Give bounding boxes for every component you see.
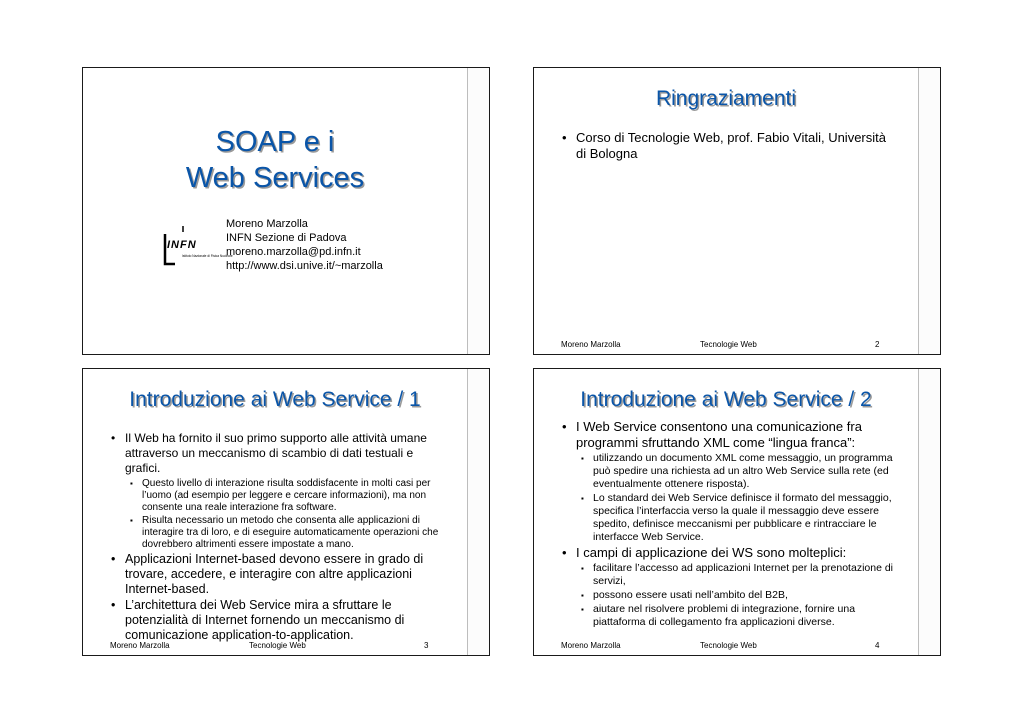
slide-1-title (82, 67, 490, 355)
footer-course: Tecnologie Web (700, 641, 757, 650)
slide-2-ringraziamenti (533, 67, 941, 355)
author-website: http://www.dsi.unive.it/~marzolla (226, 260, 383, 272)
bullet-list (560, 419, 905, 630)
footer-author: Moreno Marzolla (561, 641, 621, 650)
list-item: • Applicazioni Internet-based devono essere in grado di trovare, accedere, e interagire con altre applicazioni Internet-based. (109, 552, 449, 597)
author-affiliation: INFN Sezione di Padova (226, 232, 347, 244)
list-item: • L’architettura dei Web Service mira a sfruttare le potenzialità di Internet fornendo un meccanismo di comunicazione application-to-application. (109, 598, 449, 643)
slide-4-intro-2 (533, 368, 941, 656)
footer-page-number: 2 (875, 340, 880, 349)
slide-title (83, 124, 467, 196)
list-subitem: ▪ facilitare l’accesso ad applicazioni Internet per la prenotazione di servizi, (560, 562, 905, 588)
footer-author: Moreno Marzolla (110, 641, 170, 650)
title-line-2: Web Services (185, 162, 365, 194)
list-item: • I campi di applicazione dei WS sono molteplici: (560, 545, 905, 561)
footer-course: Tecnologie Web (700, 340, 757, 349)
author-email: moreno.marzolla@pd.infn.it (226, 246, 361, 258)
author-name: Moreno Marzolla (226, 218, 308, 230)
title-line-1: SOAP e i (215, 126, 335, 158)
list-subitem: ▪ aiutare nel risolvere problemi di integrazione, fornire una piattaforma di collegamento fra applicazioni diverse. (560, 603, 905, 629)
footer-course: Tecnologie Web (249, 641, 306, 650)
logo-text: INFN (167, 239, 197, 251)
author-block (226, 217, 383, 273)
footer-page-number: 4 (875, 641, 880, 650)
slide-title: Introduzione ai Web Service / 2 (580, 388, 872, 411)
list-item: • Il Web ha fornito il suo primo supporto alle attività umane attraverso un meccanismo di scambio di dati testuali e grafici. (109, 431, 449, 476)
list-subitem: ▪ Questo livello di interazione risulta soddisfacente in molti casi per l’uomo (ad esempio per leggere e cercare informazioni), ma non consente una reale interazione fra software. (109, 478, 449, 514)
list-item: • Corso di Tecnologie Web, prof. Fabio Vitali, Università di Bologna (560, 130, 890, 162)
bullet-list (560, 130, 890, 162)
infn-logo (161, 226, 233, 268)
slide-title: Introduzione ai Web Service / 1 (129, 388, 421, 411)
list-subitem: ▪ Lo standard dei Web Service definisce il formato del messaggio, specifica l’interfaccia verso la quale il messaggio deve essere spedito, definisce meccanismi per pubblicare e rintracciare le interfacce Web Service. (560, 492, 905, 544)
list-subitem: ▪ Risulta necessario un metodo che consenta alle applicazioni di interagire tra di loro, e di eseguire automaticamente operazioni che dovrebbero altrimenti essere impostate a mano. (109, 515, 449, 551)
logo-subtext: Istituto Nazionale di Fisica Nucleare (182, 254, 233, 258)
list-subitem: ▪ possono essere usati nell’ambito del B2B, (560, 589, 905, 602)
list-item: • I Web Service consentono una comunicazione fra programmi sfruttando XML come “lingua franca”: (560, 419, 905, 451)
bullet-list (109, 431, 449, 644)
list-subitem: ▪ utilizzando un documento XML come messaggio, un programma può spedire una richiesta ad un altro Web Service sulla rete (ed eventualmente ottenere risposta). (560, 452, 905, 491)
footer-page-number: 3 (424, 641, 429, 650)
slide-title: Ringraziamenti (655, 87, 797, 110)
slide-3-intro-1 (82, 368, 490, 656)
footer-author: Moreno Marzolla (561, 340, 621, 349)
